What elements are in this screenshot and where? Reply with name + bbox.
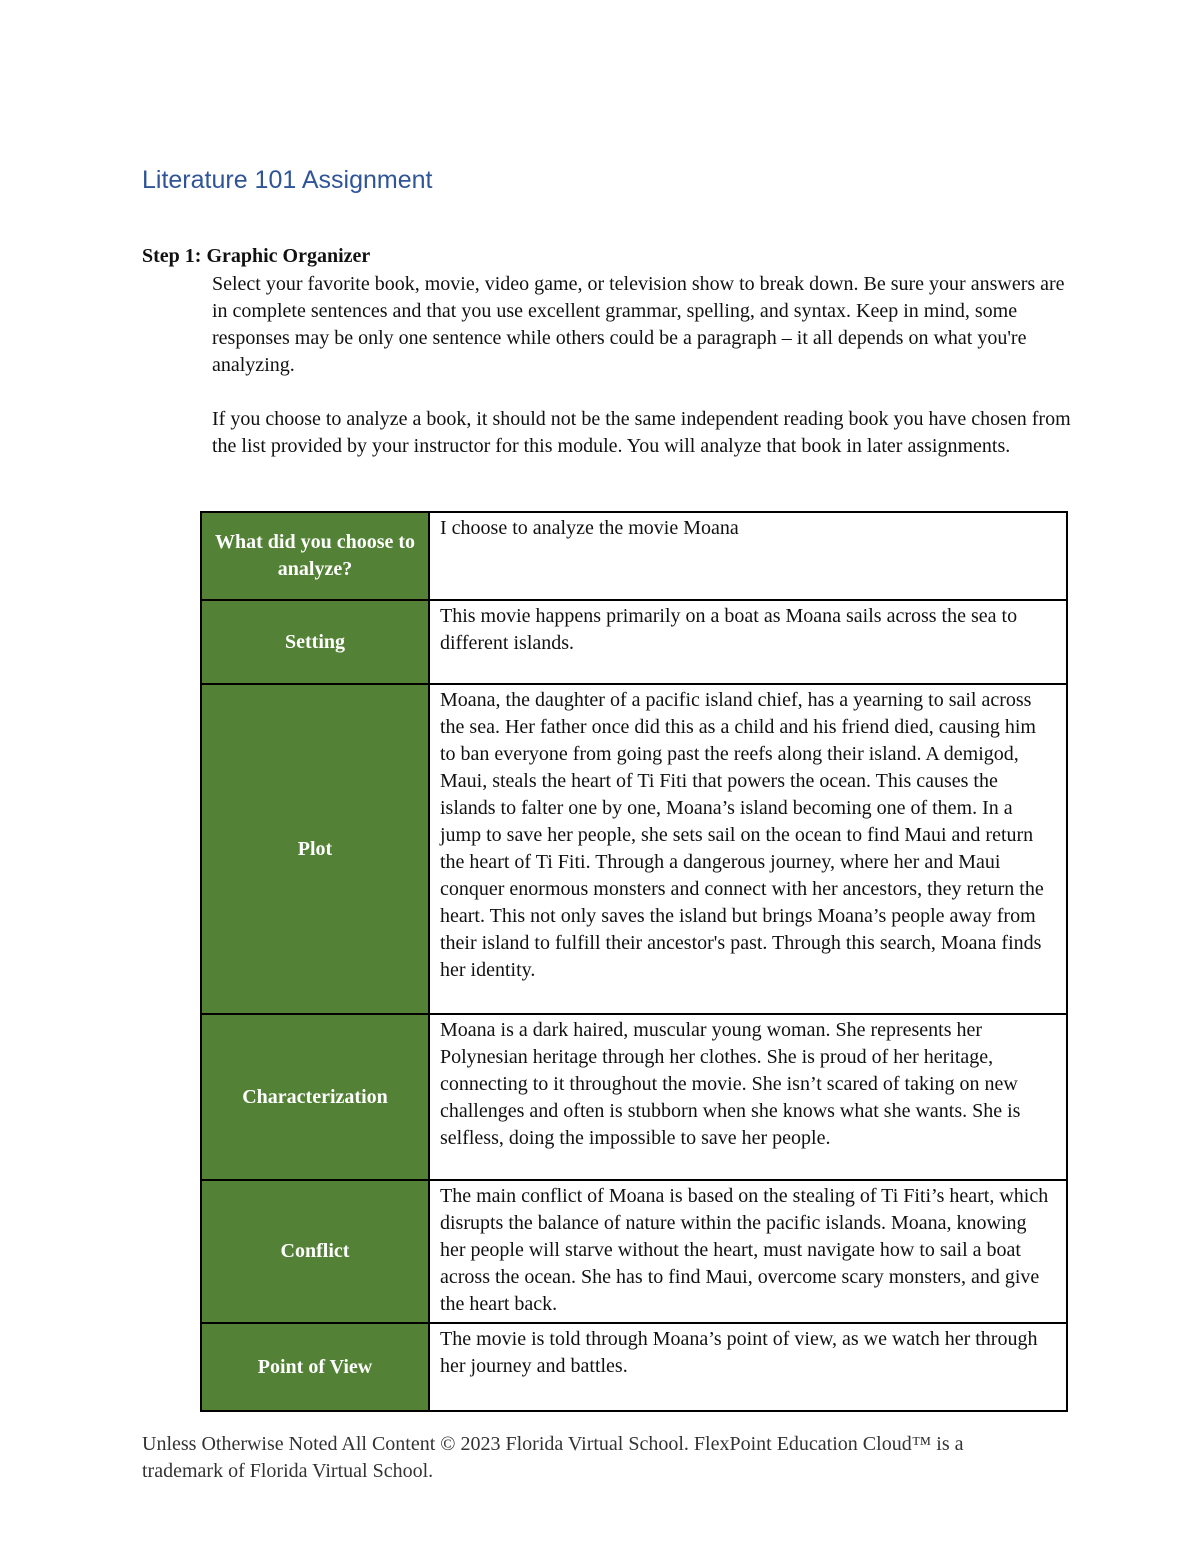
row-label: Setting (201, 600, 429, 684)
instructions (212, 271, 1072, 487)
row-label: Characterization (201, 1014, 429, 1180)
row-label: Plot (201, 684, 429, 1014)
row-answer: The main conflict of Moana is based on the stealing of Ti Fiti’s heart, which disrupts the balance of nature within the pacific islands. Moana, knowing her people will starve without the heart, must navigate how to sail a boat across the ocean. She has to find Maui, overcome scary monsters, and give the heart back. (429, 1180, 1067, 1323)
instruction-paragraph: If you choose to analyze a book, it should not be the same independent reading book you have chosen from the list provided by your instructor for this module. You will analyze that book in later assignments. (212, 408, 1071, 457)
copyright-footer: Unless Otherwise Noted All Content © 2023 Florida Virtual School. FlexPoint Education Cloud™ is a trademark of Florida Virtual School. (142, 1433, 964, 1482)
organizer-row-plot (201, 684, 1067, 1014)
row-label: Conflict (201, 1180, 429, 1323)
organizer-row-analyzed (201, 512, 1067, 600)
organizer-row-point-of-view (201, 1323, 1067, 1411)
instruction-paragraph: Select your favorite book, movie, video game, or television show to break down. Be sure your answers are in complete sentences and that you use excellent grammar, spelling, and syntax. Keep in mind, some responses may be only one sentence while others could be a paragraph – it all depends on what you're analyzing. (212, 273, 1065, 376)
graphic-organizer-table (200, 511, 1068, 1412)
organizer-row-setting (201, 600, 1067, 684)
organizer-row-conflict (201, 1180, 1067, 1323)
row-answer: I choose to analyze the movie Moana (429, 512, 1067, 600)
document-title: Literature 101 Assignment (142, 166, 433, 194)
row-answer: This movie happens primarily on a boat as Moana sails across the sea to different islands. (429, 600, 1067, 684)
row-label: What did you choose to analyze? (201, 512, 429, 600)
row-answer: The movie is told through Moana’s point of view, as we watch her through her journey and battles. (429, 1323, 1067, 1411)
row-answer: Moana, the daughter of a pacific island chief, has a yearning to sail across the sea. Her father once did this as a child and his friend died, causing him to ban everyone from going past the reefs along their island. A demigod, Maui, steals the heart of Ti Fiti that powers the ocean. This causes the islands to falter one by one, Moana’s island becoming one of them. In a jump to save her people, she sets sail on the ocean to find Maui and return the heart of Ti Fiti. Through a dangerous journey, where her and Maui conquer enormous monsters and connect with her ancestors, they return the heart. This not only saves the island but brings Moana’s people away from their island to fulfill their ancestor's past. Through this search, Moana finds her identity. (429, 684, 1067, 1014)
organizer-row-characterization (201, 1014, 1067, 1180)
row-answer: Moana is a dark haired, muscular young woman. She represents her Polynesian heritage through her clothes. She is proud of her heritage, connecting to it throughout the movie. She isn’t scared of taking on new challenges and often is stubborn when she knows what she wants. She is selfless, doing the impossible to save her people. (429, 1014, 1067, 1180)
step-heading: Step 1: Graphic Organizer (142, 245, 371, 267)
row-label: Point of View (201, 1323, 429, 1411)
